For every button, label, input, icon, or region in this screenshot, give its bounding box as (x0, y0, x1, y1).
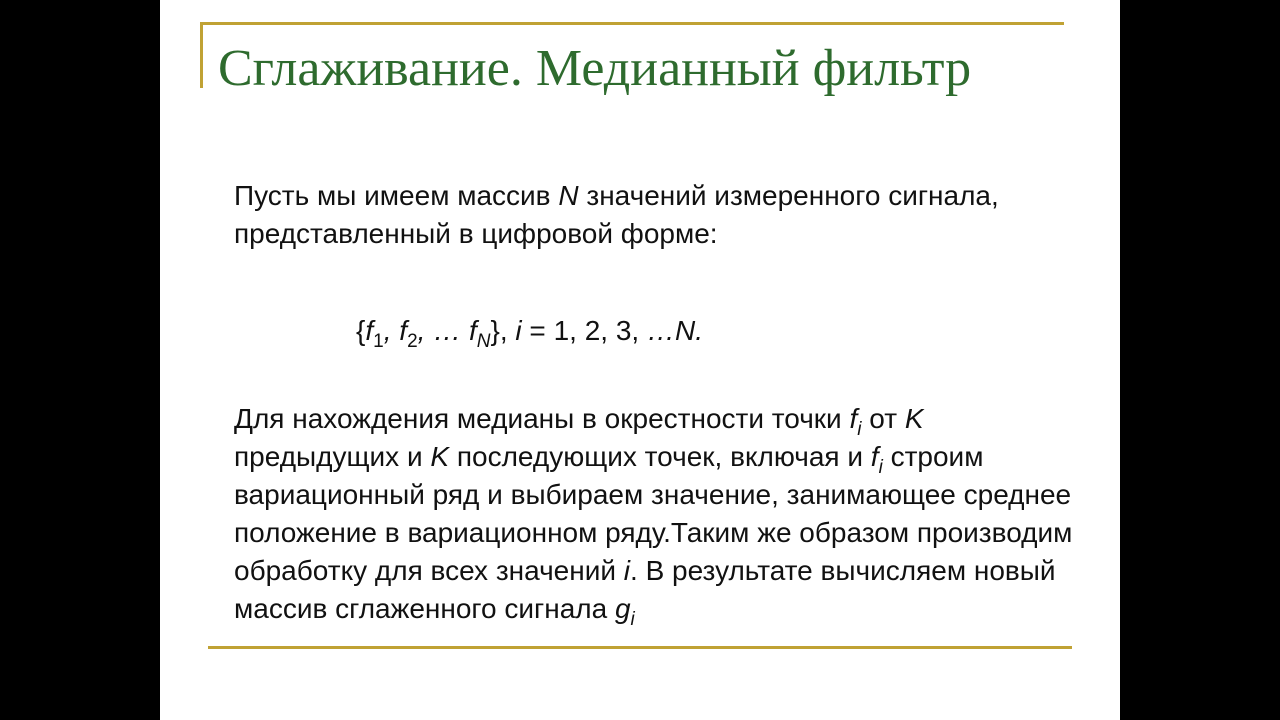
bottom-rule (208, 646, 1072, 649)
var-n: N (558, 180, 579, 211)
sequence-formula: {$f_1$, $f_2$, … $f_N$}, i = 1, 2, 3, …N. (356, 315, 703, 352)
top-rule (200, 22, 1064, 25)
left-rule (200, 22, 203, 88)
paragraph-intro: Пусть мы имеем массив N значений измеренного сигнала, представленный в цифровой форме: (234, 180, 999, 249)
paragraph-median: Для нахождения медианы в окрестности точки $f_i$ от K предыдущих и K последующих точек, включая и $f_i$ строим вариационный ряд и выбираем значение, занимающее среднее положение в вариационном ряду.Таким же образом производим обработку для всех значений i. В результате вычисляем новый массив сглаженного сигнала $g_i$ (234, 403, 1073, 630)
slide-title: Сглаживание. Медианный фильтр (218, 40, 972, 97)
slide (160, 0, 1120, 720)
